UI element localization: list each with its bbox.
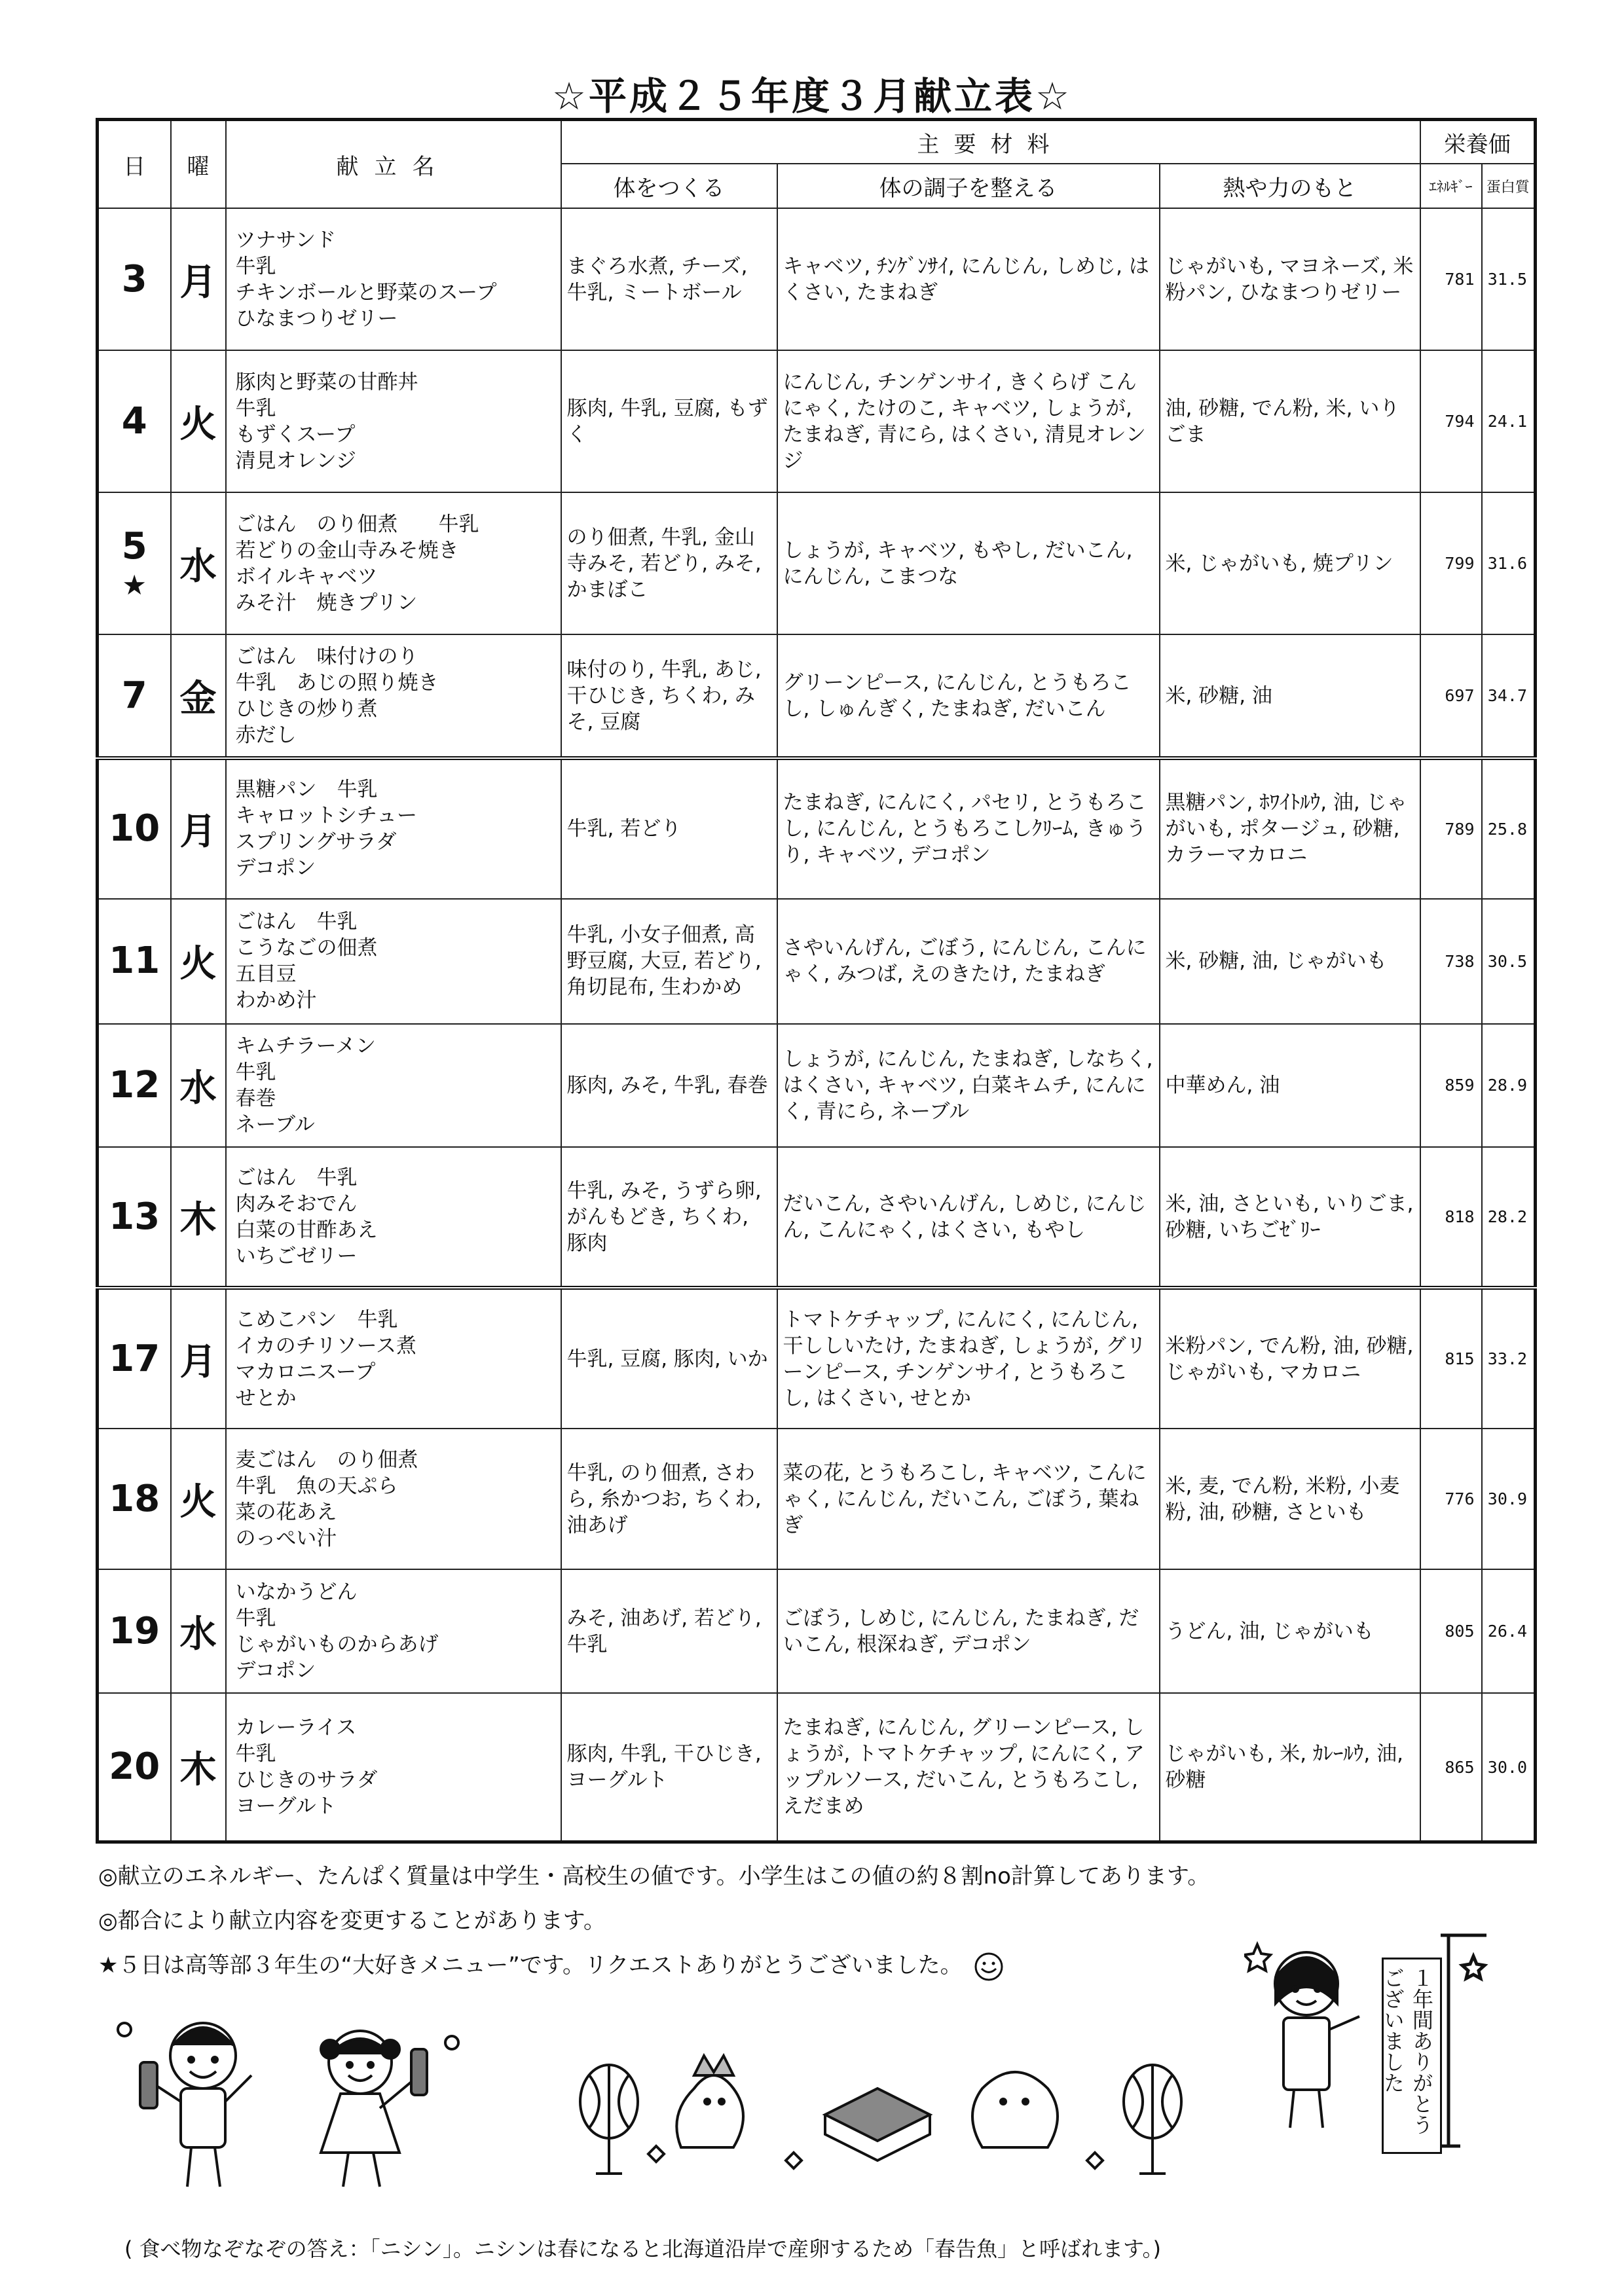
note-request (98, 1947, 1005, 1982)
energy-source-cell: 米, 油, さといも, いりごま, 砂糖, いちごｾﾞﾘｰ (1160, 1147, 1420, 1288)
dow-cell: 火 (171, 350, 226, 492)
dishes-cell: ごはん のり佃煮 牛乳 若どりの金山寺みそ焼き ボイルキャベツ みそ汁 焼きプリン (226, 492, 561, 634)
body-condition-cell: グリーンピース, にんじん, とうもろこし, しゅんぎく, たまねぎ, だいこん (777, 634, 1160, 758)
protein-value-cell: 28.2 (1482, 1147, 1536, 1288)
body-condition-cell: ごぼう, しめじ, にんじん, たまねぎ, だいこん, 根深ねぎ, デコポン (777, 1569, 1160, 1693)
note-request-text: ★５日は高等部３年生の“大好きメニュー”です。リクエストありがとうございました。 (98, 1952, 963, 1978)
dow-cell: 金 (171, 634, 226, 758)
body-building-cell: 味付のり, 牛乳, あじ, 干ひじき, ちくわ, みそ, 豆腐 (561, 634, 777, 758)
dishes-cell: カレーライス 牛乳 ひじきのサラダ ヨーグルト (226, 1693, 561, 1842)
note-nutrition: ◎献立のエネルギー、たんぱく質量は中学生・高校生の値です。小学生はこの値の約８割no計算してあります。 (98, 1863, 1210, 1889)
day-number: 17 (109, 1337, 160, 1380)
body-condition-cell: 菜の花, とうもろこし, キャベツ, こんにゃく, にんじん, だいこん, ごぼう, 葉ねぎ (777, 1429, 1160, 1569)
dow-cell: 水 (171, 1569, 226, 1693)
protein-value-cell: 26.4 (1482, 1569, 1536, 1693)
day-cell (98, 758, 171, 899)
riddle-answer: ( 食べ物なぞなぞの答え：「ニシン」。ニシンは春になると北海道沿岸で産卵するため「春告魚」と呼ばれます。) (124, 2236, 1161, 2261)
body-building-cell: 牛乳, みそ, うずら卵, がんもどき, ちくわ, 豚肉 (561, 1147, 777, 1288)
table-row (98, 1024, 1536, 1148)
table-row (98, 634, 1536, 758)
header-energy: ｴﾈﾙｷﾞｰ (1420, 164, 1482, 208)
energy-source-cell: 油, 砂糖, でん粉, 米, いりごま (1160, 350, 1420, 492)
table-row (98, 1288, 1536, 1429)
day-number: 11 (109, 939, 160, 983)
day-number: 18 (109, 1477, 160, 1520)
thank-you-banner: １年間ありがとうございました (1382, 1958, 1442, 2154)
banner-pole (1434, 1930, 1493, 2153)
energy-value-cell: 776 (1420, 1429, 1482, 1569)
energy-source-cell: うどん, 油, じゃがいも (1160, 1569, 1420, 1693)
energy-source-cell: 米, 麦, でん粉, 米粉, 小麦粉, 油, 砂糖, さといも (1160, 1429, 1420, 1569)
protein-value-cell: 24.1 (1482, 350, 1536, 492)
protein-value-cell: 33.2 (1482, 1288, 1536, 1429)
dow-cell: 木 (171, 1693, 226, 1842)
energy-value-cell: 697 (1420, 634, 1482, 758)
energy-value-cell: 815 (1420, 1288, 1482, 1429)
body-building-cell: みそ, 油あげ, 若どり, 牛乳 (561, 1569, 777, 1693)
day-number: 5 (121, 524, 147, 568)
protein-value-cell: 30.0 (1482, 1693, 1536, 1842)
protein-value-cell: 30.5 (1482, 899, 1536, 1024)
dishes-cell: ごはん 牛乳 肉みそおでん 白菜の甘酢あえ いちごゼリー (226, 1147, 561, 1288)
dishes-cell: 豚肉と野菜の甘酢丼 牛乳 もずくスープ 清見オレンジ (226, 350, 561, 492)
day-cell (98, 1147, 171, 1288)
day-cell (98, 634, 171, 758)
dow-cell: 月 (171, 208, 226, 350)
protein-value-cell: 25.8 (1482, 758, 1536, 899)
table-row (98, 1147, 1536, 1288)
dow-cell: 水 (171, 492, 226, 634)
energy-value-cell: 794 (1420, 350, 1482, 492)
table-row (98, 899, 1536, 1024)
dow-cell: 月 (171, 1288, 226, 1429)
dow-cell: 水 (171, 1024, 226, 1148)
day-number: 19 (109, 1609, 160, 1652)
day-number: 13 (109, 1195, 160, 1238)
header-menu-name: 献立名 (226, 120, 561, 209)
dishes-cell: いなかうどん 牛乳 じゃがいものからあげ デコポン (226, 1569, 561, 1693)
dishes-cell: 黒糖パン 牛乳 キャロットシチュー スプリングサラダ デコポン (226, 758, 561, 899)
children-illustration (105, 2003, 471, 2200)
dow-cell: 月 (171, 758, 226, 899)
energy-value-cell: 738 (1420, 899, 1482, 1024)
note-change: ◎都合により献立内容を変更することがあります。 (98, 1908, 606, 1934)
body-condition-cell: だいこん, さやいんげん, しめじ, にんじん, こんにゃく, はくさい, もやし (777, 1147, 1160, 1288)
smiley-icon (973, 1951, 1005, 1982)
dishes-cell: こめこパン 牛乳 イカのチリソース煮 マカロニスープ せとか (226, 1288, 561, 1429)
dishes-cell: ごはん 味付けのり 牛乳 あじの照り焼き ひじきの炒り煮 赤だし (226, 634, 561, 758)
energy-source-cell: 黒糖パン, ﾎﾜｲﾄﾙｳ, 油, じゃがいも, ポタージュ, 砂糖, カラーマカロニ (1160, 758, 1420, 899)
menu-table (96, 118, 1537, 1844)
body-building-cell: のり佃煮, 牛乳, 金山寺みそ, 若どり, みそ, かまぼこ (561, 492, 777, 634)
header-day: 日 (98, 120, 171, 209)
energy-source-cell: 米粉パン, でん粉, 油, 砂糖, じゃがいも, マカロニ (1160, 1288, 1420, 1429)
day-number: 7 (121, 674, 147, 717)
body-condition-cell: たまねぎ, にんじん, グリーンピース, しょうが, トマトケチャップ, にんにく, アップルソース, だいこん, とうもろこし, えだまめ (777, 1693, 1160, 1842)
day-number: 4 (121, 399, 147, 443)
protein-value-cell: 31.6 (1482, 492, 1536, 634)
header-nutrition: 栄養価 (1420, 120, 1536, 164)
day-cell (98, 899, 171, 1024)
dow-cell: 火 (171, 899, 226, 1024)
menu-rows (98, 208, 1536, 1842)
body-building-cell: 牛乳, のり佃煮, さわら, 糸かつお, ちくわ, 油あげ (561, 1429, 777, 1569)
day-number: 10 (109, 807, 160, 850)
day-cell (98, 492, 171, 634)
day-cell (98, 1569, 171, 1693)
girl-with-banner-illustration (1244, 1931, 1369, 2141)
energy-value-cell: 789 (1420, 758, 1482, 899)
energy-value-cell: 805 (1420, 1569, 1482, 1693)
page-title: ☆平成２５年度３月献立表☆ (552, 74, 1072, 118)
protein-value-cell: 28.9 (1482, 1024, 1536, 1148)
header-dow: 曜 (171, 120, 226, 209)
body-building-cell: 豚肉, みそ, 牛乳, 春巻 (561, 1024, 777, 1148)
dishes-cell: キムチラーメン 牛乳 春巻 ネーブル (226, 1024, 561, 1148)
dow-cell: 木 (171, 1147, 226, 1288)
energy-source-cell: じゃがいも, マヨネーズ, 米粉パン, ひなまつりゼリー (1160, 208, 1420, 350)
table-row (98, 492, 1536, 634)
table-row (98, 1429, 1536, 1569)
day-number: 3 (121, 257, 147, 301)
energy-value-cell: 781 (1420, 208, 1482, 350)
body-condition-cell: キャベツ, ﾁﾝｹﾞﾝｻｲ, にんじん, しめじ, はくさい, たまねぎ (777, 208, 1160, 350)
body-building-cell: 牛乳, 小女子佃煮, 高野豆腐, 大豆, 若どり, 角切昆布, 生わかめ (561, 899, 777, 1024)
body-condition-cell: しょうが, キャベツ, もやし, だいこん, にんじん, こまつな (777, 492, 1160, 634)
day-cell (98, 1288, 171, 1429)
table-row (98, 208, 1536, 350)
energy-value-cell: 818 (1420, 1147, 1482, 1288)
energy-source-cell: じゃがいも, 米, ｶﾚｰﾙｳ, 油, 砂糖 (1160, 1693, 1420, 1842)
day-cell (98, 1693, 171, 1842)
energy-value-cell: 865 (1420, 1693, 1482, 1842)
energy-source-cell: 米, 砂糖, 油, じゃがいも (1160, 899, 1420, 1024)
energy-source-cell: 米, 砂糖, 油 (1160, 634, 1420, 758)
day-number: 12 (109, 1063, 160, 1106)
header-body-condition: 体の調子を整える (777, 164, 1160, 208)
header-energy-source: 熱や力のもと (1160, 164, 1420, 208)
protein-value-cell: 30.9 (1482, 1429, 1536, 1569)
dow-cell: 火 (171, 1429, 226, 1569)
protein-value-cell: 34.7 (1482, 634, 1536, 758)
body-building-cell: 豚肉, 牛乳, 干ひじき, ヨーグルト (561, 1693, 777, 1842)
body-building-cell: まぐろ水煮, チーズ, 牛乳, ミートボール (561, 208, 777, 350)
energy-source-cell: 中華めん, 油 (1160, 1024, 1420, 1148)
energy-source-cell: 米, じゃがいも, 焼プリン (1160, 492, 1420, 634)
energy-value-cell: 799 (1420, 492, 1482, 634)
day-cell (98, 350, 171, 492)
body-building-cell: 牛乳, 豆腐, 豚肉, いか (561, 1288, 777, 1429)
body-condition-cell: さやいんげん, ごぼう, にんじん, こんにゃく, みつば, えのきたけ, たまねぎ (777, 899, 1160, 1024)
body-condition-cell: しょうが, にんじん, たまねぎ, しなちく, はくさい, キャベツ, 白菜キムチ, にんにく, 青にら, ネーブル (777, 1024, 1160, 1148)
table-row (98, 758, 1536, 899)
table-row (98, 350, 1536, 492)
header-main-ingredients: 主要材料 (561, 120, 1420, 164)
body-building-cell: 牛乳, 若どり (561, 758, 777, 899)
day-number: 20 (109, 1745, 160, 1789)
table-row (98, 1693, 1536, 1842)
header-body-building: 体をつくる (561, 164, 777, 208)
favorite-star-icon: ★ (122, 568, 147, 601)
day-cell (98, 208, 171, 350)
dishes-cell: 麦ごはん のり佃煮 牛乳 魚の天ぷら 菜の花あえ のっぺい汁 (226, 1429, 561, 1569)
body-building-cell: 豚肉, 牛乳, 豆腐, もずく (561, 350, 777, 492)
body-condition-cell: トマトケチャップ, にんにく, にんじん, 干ししいたけ, たまねぎ, しょうが, グリーンピース, チンゲンサイ, とうもろこし, はくさい, せとか (777, 1288, 1160, 1429)
hinamatsuri-illustration (563, 2036, 1205, 2187)
body-condition-cell: にんじん, チンゲンサイ, きくらげ こんにゃく, たけのこ, キャベツ, しょうが, たまねぎ, 青にら, はくさい, 清見オレンジ (777, 350, 1160, 492)
body-condition-cell: たまねぎ, にんにく, パセリ, とうもろこし, にんじん, とうもろこしｸﾘｰﾑ, きゅうり, キャベツ, デコポン (777, 758, 1160, 899)
energy-value-cell: 859 (1420, 1024, 1482, 1148)
day-cell (98, 1429, 171, 1569)
protein-value-cell: 31.5 (1482, 208, 1536, 350)
header-protein: 蛋白質 (1482, 164, 1536, 208)
day-cell (98, 1024, 171, 1148)
dishes-cell: ごはん 牛乳 こうなごの佃煮 五目豆 わかめ汁 (226, 899, 561, 1024)
table-row (98, 1569, 1536, 1693)
dishes-cell: ツナサンド 牛乳 チキンボールと野菜のスープ ひなまつりゼリー (226, 208, 561, 350)
